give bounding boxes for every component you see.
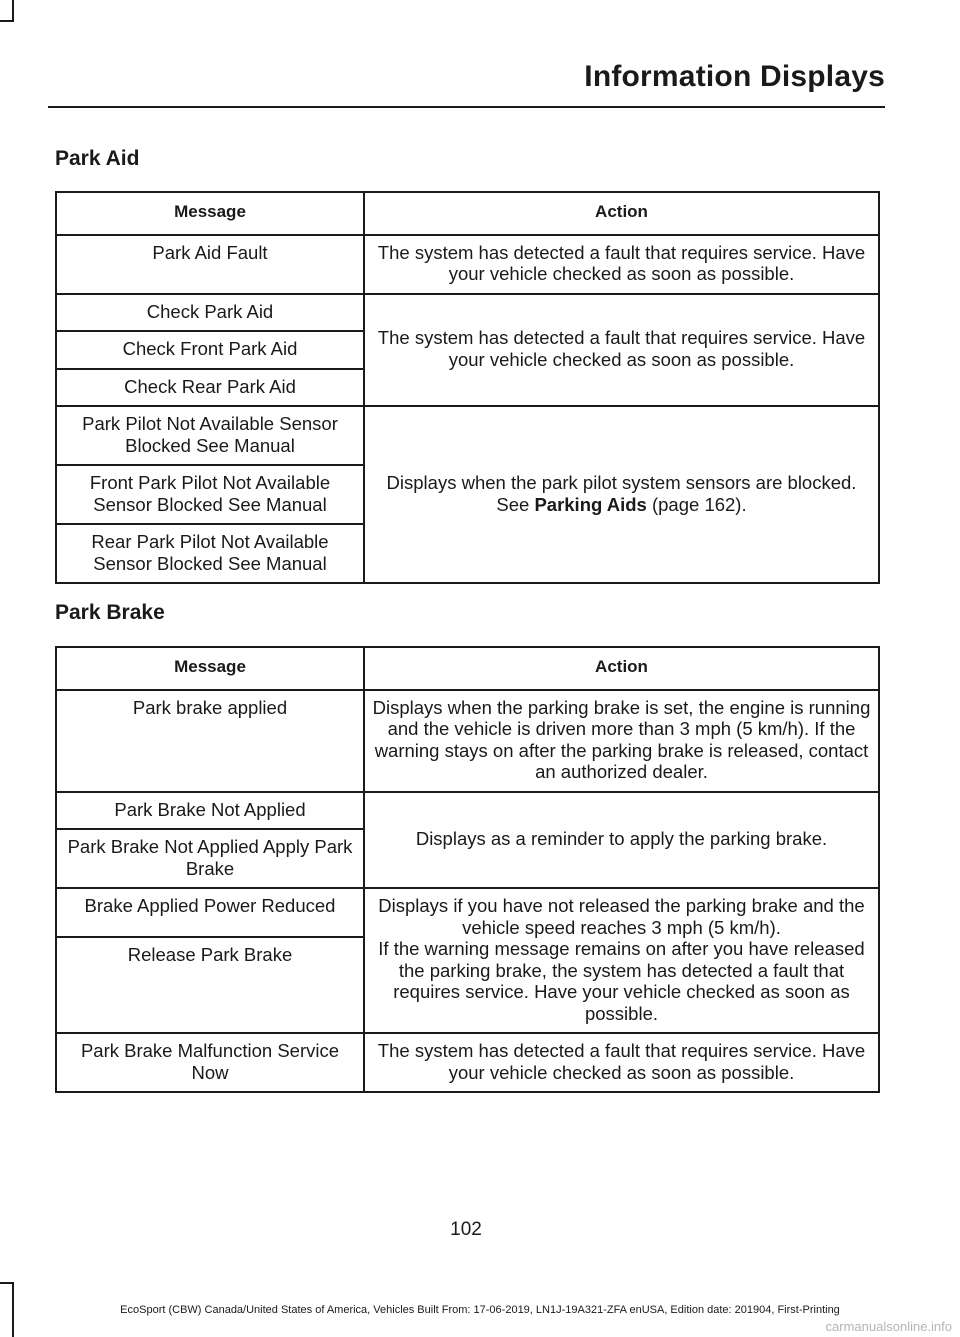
table-row [56,690,879,792]
header-divider [48,106,885,108]
crop-mark-bottom-left-horizontal [0,1282,14,1284]
park-aid-table [55,191,880,584]
page-reference: (page 162). [646,493,747,515]
table-row [56,406,879,465]
section-title-park-brake: Park Brake [55,601,165,624]
message-cell: Park Brake Not Applied Apply Park Brake [56,829,364,888]
action-cell [364,406,879,583]
park-brake-table [55,646,880,1093]
watermark: carmanualsonline.info [825,1319,952,1334]
message-cell: Check Front Park Aid [56,331,364,369]
action-text: Displays if you have not released the parking brake and the vehicle speed reaches 3 mph (5 km/h). [378,895,865,938]
message-cell: Park Pilot Not Available Sensor Blocked See Manual [56,406,364,465]
action-cell: The system has detected a fault that requires service. Have your vehicle checked as soon as possible. [364,1033,879,1092]
table-row [56,1033,879,1092]
action-cell: The system has detected a fault that requires service. Have your vehicle checked as soon as possible. [364,294,879,407]
action-text: If the warning message remains on after you have released the parking brake, the system has detected a fault that requires service. Have your vehicle checked as soon as possible. [378,938,865,1024]
action-cell [364,888,879,1033]
table-header-row [56,647,879,690]
footer-text: EcoSport (CBW) Canada/United States of America, Vehicles Built From: 17-06-2019, LN1J-19A321-ZFA enUSA, Edition date: 201904, First-Printing [120,1304,840,1316]
action-cell: Displays when the parking brake is set, the engine is running and the vehicle is driven more than 3 mph (5 km/h). If the warning stays on after the parking brake is released, contact an authorized dealer. [364,690,879,792]
table-row [56,792,879,830]
message-cell: Front Park Pilot Not Available Sensor Blocked See Manual [56,465,364,524]
action-text: Displays when the park pilot system sensors are blocked. See [386,472,857,515]
parking-aids-link[interactable]: Parking Aids [534,493,647,515]
message-cell: Park brake applied [56,690,364,792]
action-cell: The system has detected a fault that requires service. Have your vehicle checked as soon as possible. [364,235,879,294]
message-cell: Rear Park Pilot Not Available Sensor Blocked See Manual [56,524,364,583]
crop-mark-top-left-vertical [12,0,14,22]
column-header-action: Action [364,192,879,235]
message-cell: Park Aid Fault [56,235,364,294]
message-cell: Release Park Brake [56,937,364,1033]
page-header-title: Information Displays [584,60,885,93]
message-cell: Brake Applied Power Reduced [56,888,364,937]
column-header-action: Action [364,647,879,690]
page-number: 102 [450,1219,482,1240]
crop-mark-top-left-horizontal [0,20,14,22]
section-title-park-aid: Park Aid [55,147,140,170]
table-row [56,888,879,937]
column-header-message: Message [56,647,364,690]
table-header-row [56,192,879,235]
column-header-message: Message [56,192,364,235]
table-row [56,294,879,332]
action-cell: Displays as a reminder to apply the parking brake. [364,792,879,889]
message-cell: Check Rear Park Aid [56,369,364,407]
table-row [56,235,879,294]
message-cell: Check Park Aid [56,294,364,332]
message-cell: Park Brake Not Applied [56,792,364,830]
message-cell: Park Brake Malfunction Service Now [56,1033,364,1092]
